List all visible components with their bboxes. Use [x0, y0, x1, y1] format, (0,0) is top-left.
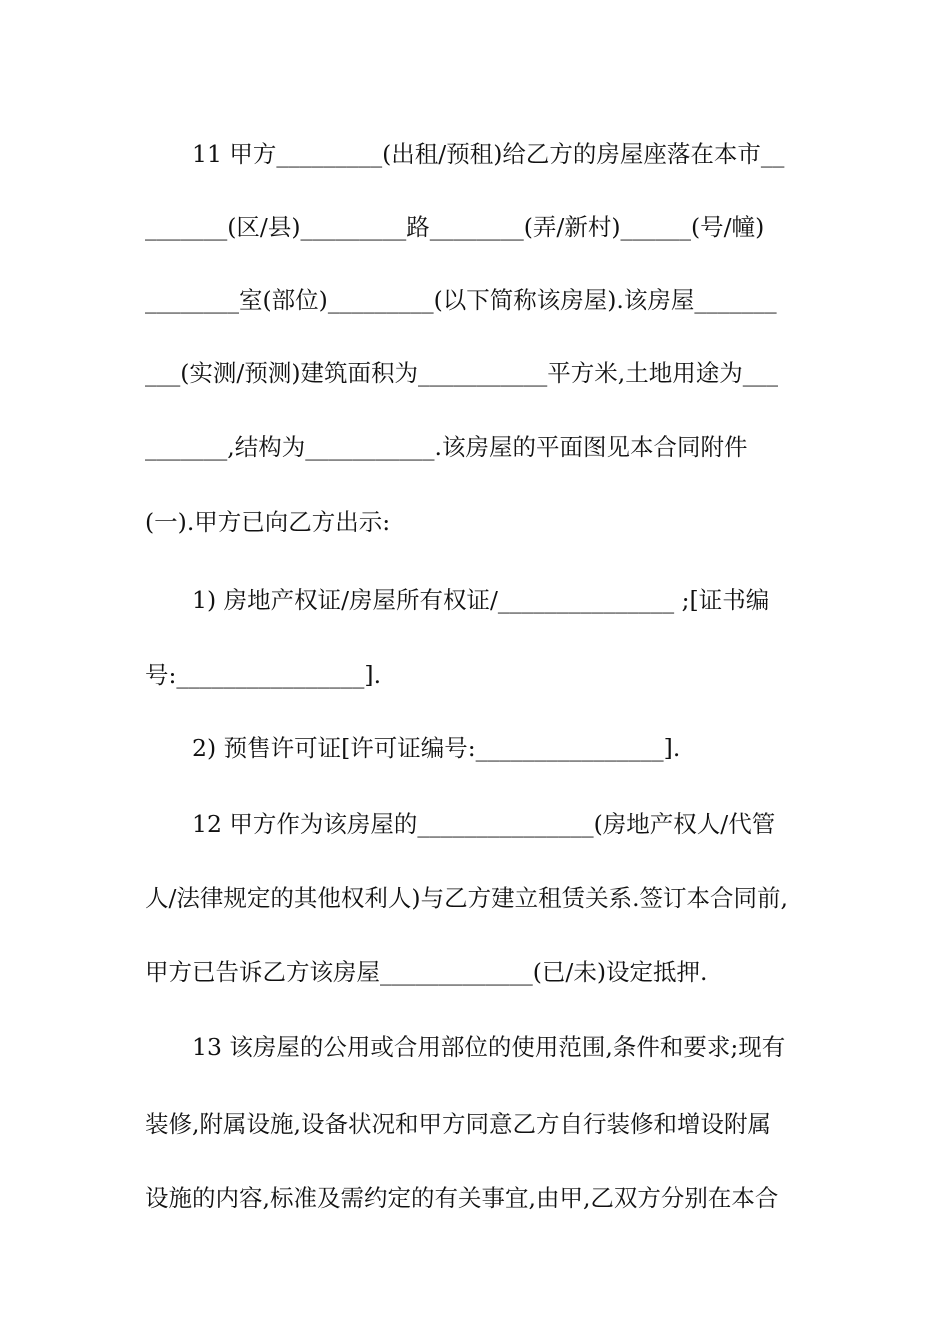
clause-13-line-1: 13 该房屋的公用或合用部位的使用范围,条件和要求;现有	[192, 1033, 786, 1061]
item-1-line-2: 号:________________].	[145, 661, 382, 689]
clause-13-line-2: 装修,附属设施,设备状况和甲方同意乙方自行装修和增设附属	[145, 1110, 771, 1138]
item-2-line: 2) 预售许可证[许可证编号:________________].	[192, 734, 681, 762]
clause-12-line-1: 12 甲方作为该房屋的_______________(房地产权人/代管	[192, 810, 776, 838]
clause-11-line-2: _______(区/县)_________路________(弄/新村)______(号/幢)	[145, 213, 765, 241]
clause-11-line-5: _______,结构为___________.该房屋的平面图见本合同附件	[145, 433, 748, 461]
item-1-line-1: 1) 房地产权证/房屋所有权证/_______________ ;[证书编	[192, 586, 770, 614]
clause-13-line-3: 设施的内容,标准及需约定的有关事宜,由甲,乙双方分别在本合	[145, 1184, 779, 1212]
clause-12-line-2: 人/法律规定的其他权利人)与乙方建立租赁关系.签订本合同前,	[145, 884, 789, 912]
clause-11-line-4: ___(实测/预测)建筑面积为___________平方米,土地用途为___	[145, 359, 778, 387]
clause-11-line-3: ________室(部位)_________(以下简称该房屋).该房屋_______	[145, 286, 777, 314]
clause-11-line-1: 11 甲方_________(出租/预租)给乙方的房屋座落在本市__	[192, 140, 785, 168]
clause-11-line-6: (一).甲方已向乙方出示:	[145, 508, 391, 536]
clause-12-line-3: 甲方已告诉乙方该房屋_____________(已/未)设定抵押.	[145, 958, 708, 986]
